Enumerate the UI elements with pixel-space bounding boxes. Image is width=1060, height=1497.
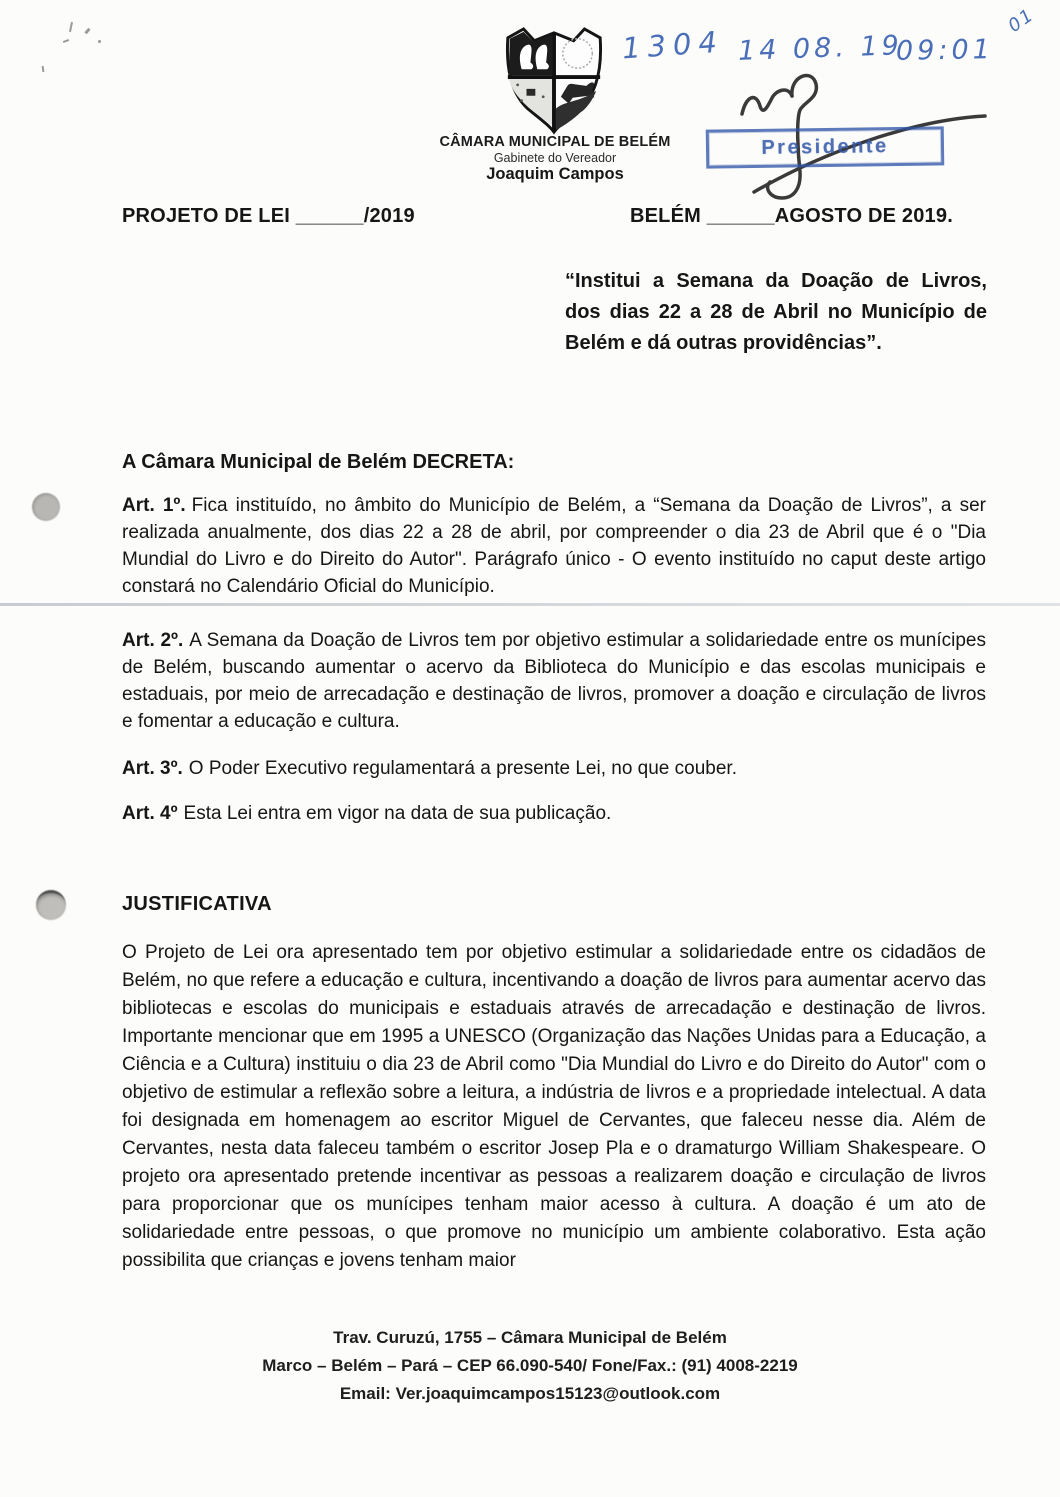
bill-title: PROJETO DE LEI ______/2019 [122,205,415,227]
office-label: Gabinete do Vereador [493,151,617,165]
city-crest-icon [498,26,610,136]
article-3 [122,755,986,782]
presidente-stamp [706,126,945,168]
footer-email: Email: Ver.joaquimcampos15123@outlook.com [339,1384,721,1403]
article-4-text: Esta Lei entra em vigor na data de sua publicação. [183,803,612,824]
stamp-label: Presidente [761,135,889,159]
city-date-line: BELÉM ______AGOSTO DE 2019. [630,205,953,227]
article-2 [122,627,986,735]
scan-speck [63,39,69,43]
decree-heading: A Câmara Municipal de Belém DECRETA: [122,451,515,473]
article-2-label: Art. 2º. [122,630,184,651]
footer-contact: Marco – Belém – Pará – CEP 66.090-540/ Fone/Fax.: (91) 4008-2219 [262,1356,798,1375]
article-3-label: Art. 3º. [122,758,183,779]
article-2-text: A Semana da Doação de Livros tem por objetivo estimular a solidariedade entre os munícipes de Belém, buscando aumentar o acervo da Biblioteca do Município e das escolas municipais e estaduais, por meio de arrecadação e destinação de livros, promover a doação e circulação de livros e fomentar a educação e cultura. [122,630,986,732]
article-4 [122,800,986,827]
hole-punch-mark [36,890,66,920]
bill-summary: “Institui a Semana da Doação de Livros, dos dias 22 a 28 de Abril no Município de Belém e dá outras providências”. [565,270,987,354]
scan-speck [42,66,45,72]
org-name: CÂMARA MUNICIPAL DE BELÉM [439,134,671,150]
hole-punch-mark [32,493,60,521]
scan-speck [98,40,101,43]
article-3-text: O Poder Executivo regulamentará a presente Lei, no que couber. [188,758,737,779]
scan-speck [84,28,90,35]
article-1-text: Fica instituído, no âmbito do Município de Belém, a “Semana da Doação de Livros”, a ser realizada anualmente, dos dias 22 a 28 de abril, por compreender o dia 23 de Abril que é o "Dia Mundial do Livro e do Direito do Autor". Parágrafo único - O evento instituído no caput deste artigo constará no Calendário Oficial do Município. [122,495,986,597]
handwritten-date: 14 08. 19 [737,30,904,67]
handwritten-time: 09:01 [895,34,995,67]
article-1-label: Art. 1º. [122,495,186,516]
scan-line-artifact [0,603,1060,606]
footer-address: Trav. Curuzú, 1755 – Câmara Municipal de Belém [333,1328,727,1347]
justification-body: O Projeto de Lei ora apresentado tem por objetivo estimular a solidariedade entre os cidadãos de Belém, no que refere a educação e cultura, incentivando a doação de livros para aumentar acervo das bibliotecas e escolas do municipais e estaduais através de arrecadação e destinação de livros. Importante mencionar que em 1995 a UNESCO (Organização das Nações Unidas para a Educação, a Ciência e a Cultura) instituiu o dia 23 de Abril como "Dia Mundial do Livro e do Direito do Autor" com o objetivo de estimular a reflexão sobre a leitura, a indústria de livros e a propriedade intelectual. A data foi designada em homenagem ao escritor Miguel de Cervantes, que faleceu nesse dia. Além de Cervantes, nesta data faleceu também o escritor Josep Pla e o dramaturgo William Shakespeare. O projeto ora apresentado pretende incentivar as pessoas a realizarem doação e circulação de livros para proporcionar que os munícipes tenham maior acesso à cultura. A doação é um ato de solidariedade entre pessoas, o que promove no município um ambiente colaborativo. Esta ação possibilita que crianças e jovens tenham maior [122,942,986,1271]
justification-heading: JUSTIFICATIVA [122,893,272,915]
handwritten-corner-mark: 01 [1004,4,1039,37]
article-4-label: Art. 4º [122,803,178,824]
council-member-name: Joaquim Campos [486,165,624,183]
article-1 [122,492,986,600]
scan-speck [69,22,73,32]
handwritten-protocol-number: 1304 [620,24,725,66]
